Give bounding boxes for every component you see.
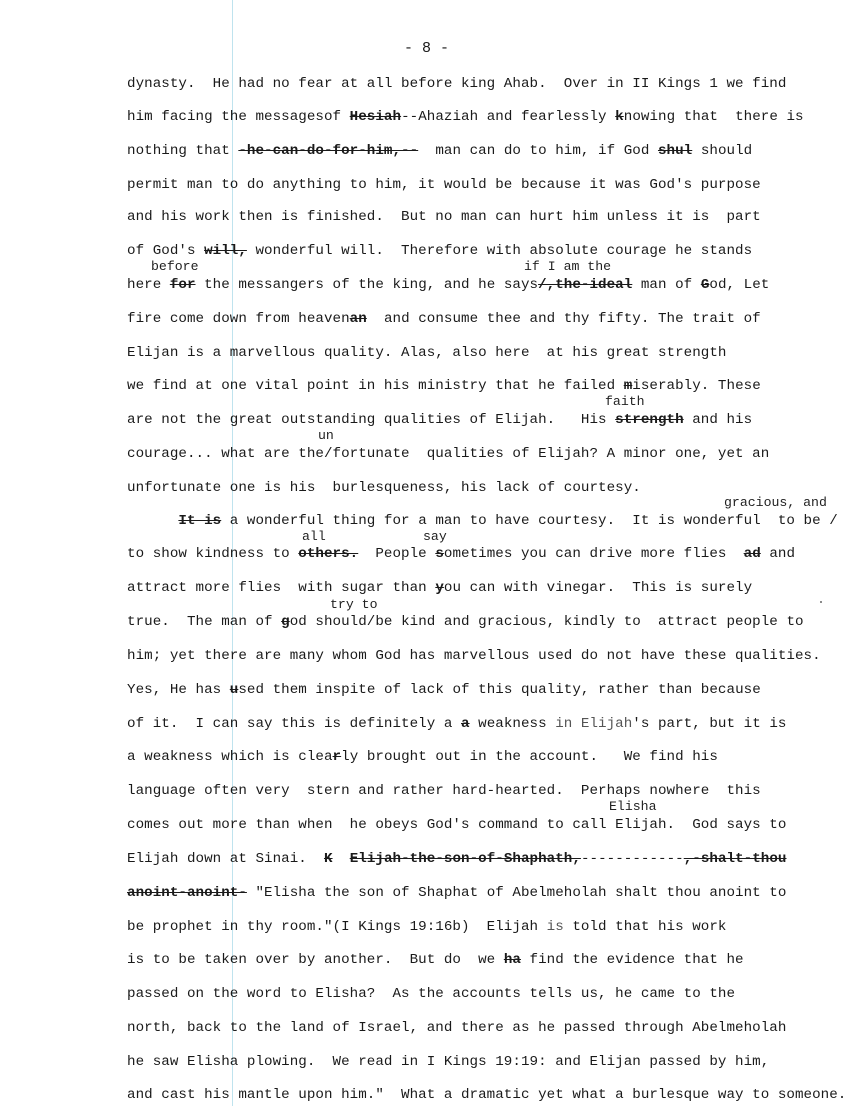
- struck-text: K: [323, 851, 333, 867]
- text-segment: od should/be kind and gracious, kindly to attract people to: [289, 614, 804, 630]
- struck-text: for: [169, 277, 196, 293]
- text-segment: to show kindness to: [127, 546, 299, 562]
- text-line: [127, 378, 761, 394]
- text-segment: be prophet in thy room."(I Kings 19:16b) Elijah: [127, 919, 547, 935]
- struck-text: It is: [178, 513, 222, 529]
- paper-speck: [820, 601, 822, 603]
- struck-text: k: [615, 109, 624, 125]
- text-line: [127, 546, 795, 562]
- struck-text: m: [623, 378, 633, 394]
- text-line: [127, 1020, 786, 1036]
- text-segment: of God's: [127, 243, 205, 259]
- text-segment: of it. I can say this is definitely a: [127, 716, 461, 732]
- text-line: [127, 783, 761, 799]
- struck-text: strength: [615, 412, 684, 428]
- text-segment: permit man to do anything to him, it would be because it was God's purpose: [127, 177, 761, 193]
- text-segment: he saw Elisha plowing. We read in I Kings 19:19: and Elijan passed by him,: [127, 1054, 770, 1070]
- text-line: [127, 76, 786, 92]
- text-segment: are not the great outstanding qualities of Elijah. His: [127, 412, 616, 428]
- text-segment: and his work then is finished. But no man can hurt him unless it is part: [127, 209, 761, 225]
- text-segment: man of: [632, 277, 701, 293]
- text-segment: in Elijah: [555, 716, 633, 732]
- struck-text: u: [229, 682, 239, 698]
- text-line: [127, 345, 726, 361]
- text-segment: --Ahaziah and fearlessly: [401, 109, 616, 125]
- text-line: [127, 277, 769, 293]
- struck-text: s: [435, 546, 444, 562]
- insertion-try-to: try to: [330, 597, 378, 612]
- text-line: [127, 243, 752, 259]
- text-segment: find the evidence that he: [520, 952, 744, 968]
- struck-text: a: [461, 716, 470, 732]
- text-line: [127, 716, 786, 732]
- text-line: [127, 480, 641, 496]
- text-segment: him facing the messagesof: [127, 109, 350, 125]
- text-segment: [127, 513, 178, 529]
- text-segment: Elijan is a marvellous quality. Alas, also here at his great strength: [127, 345, 727, 361]
- text-line: [127, 513, 838, 529]
- text-segment: ly brought out in the account. We find his: [341, 749, 718, 765]
- text-segment: courage... what are the/fortunate qualities of Elijah? A minor one, yet an: [127, 446, 770, 462]
- text-segment: is to be taken over by another. But do we: [127, 952, 504, 968]
- text-segment: People: [358, 546, 436, 562]
- insertion-elisha: Elisha: [609, 799, 657, 814]
- text-line: [127, 209, 761, 225]
- text-segment: 's part, but it is: [632, 716, 787, 732]
- text-segment: ometimes you can drive more flies: [443, 546, 744, 562]
- struck-text: anoint-anoint-: [127, 885, 247, 901]
- insertion-all: all: [302, 529, 326, 544]
- insertion-before: before: [151, 259, 199, 274]
- text-line: [127, 614, 804, 630]
- text-line: [127, 817, 786, 833]
- text-line: [127, 851, 787, 867]
- text-segment: "Elisha the son of Shaphat of Abelmeholah shalt thou anoint to: [246, 885, 787, 901]
- text-segment: language often very stern and rather hard-hearted. Perhaps nowhere this: [127, 783, 761, 799]
- text-segment: here: [127, 277, 170, 293]
- page-number: - 8 -: [404, 40, 450, 57]
- text-segment: iserably. These: [632, 378, 761, 394]
- insertion-faith: faith: [605, 394, 645, 409]
- text-segment: and his: [683, 412, 753, 428]
- text-line: [127, 749, 718, 765]
- struck-text: /,the-ideal: [538, 277, 633, 293]
- struck-text: ha: [503, 952, 521, 968]
- text-segment: nowing that there is: [623, 109, 804, 125]
- text-segment: Elijah down at Sinai.: [127, 851, 324, 867]
- text-segment: passed on the word to Elisha? As the accounts tells us, he came to the: [127, 986, 736, 1002]
- struck-text: ,-shalt-thou: [683, 851, 787, 867]
- struck-text: y: [435, 580, 444, 596]
- text-line: [127, 952, 744, 968]
- struck-text: will,: [204, 243, 247, 259]
- text-segment: ou can with vinegar. This is surely: [443, 580, 753, 596]
- text-segment: unfortunate one is his burlesqueness, his lack of courtesy.: [127, 480, 641, 496]
- text-segment: nothing that: [127, 143, 239, 159]
- text-segment: true. The man of: [127, 614, 282, 630]
- text-line: [127, 986, 735, 1002]
- text-segment: and cast his mantle upon him." What a dramatic yet what a burlesque way to someone.: [127, 1087, 847, 1103]
- text-line: [127, 919, 727, 935]
- text-line: [127, 311, 761, 327]
- insertion-gracious-and: gracious, and: [724, 495, 827, 510]
- text-line: [127, 412, 752, 428]
- struck-text: an: [349, 311, 367, 327]
- text-line: [127, 580, 752, 596]
- text-line: [127, 446, 769, 462]
- text-segment: the messangers of the king, and he says: [195, 277, 539, 293]
- text-segment: fire come down from heaven: [127, 311, 350, 327]
- struck-text: shul: [657, 143, 693, 159]
- text-line: [127, 1054, 769, 1070]
- text-segment: and: [760, 546, 796, 562]
- text-line: [127, 177, 761, 193]
- struck-text: g: [281, 614, 290, 630]
- insertion-un: un: [318, 428, 334, 443]
- text-segment: man can do to him, if God: [418, 143, 658, 159]
- insertion-say: say: [423, 529, 447, 544]
- text-segment: a weakness which is clea: [127, 749, 333, 765]
- text-segment: comes out more than when he obeys God's command to call Elijah. God says to: [127, 817, 787, 833]
- text-segment: Yes, He has: [127, 682, 230, 698]
- struck-text: G: [700, 277, 710, 293]
- text-segment: a wonderful thing for a man to have courtesy. It is wonderful to be /: [221, 513, 838, 529]
- text-line: [127, 682, 761, 698]
- text-segment: should: [692, 143, 753, 159]
- text-segment: od, Let: [709, 277, 770, 293]
- text-line: [127, 109, 804, 125]
- text-segment: is: [546, 919, 564, 935]
- struck-text: -he-can-do-for-him,--: [238, 143, 419, 159]
- text-segment: him; yet there are many whom God has marvellous used do not have these qualities.: [127, 648, 821, 664]
- text-segment: told that his work: [563, 919, 727, 935]
- text-line: [127, 885, 786, 901]
- text-segment: we find at one vital point in his ministry that he failed: [127, 378, 624, 394]
- struck-text: Elijah-the-son-of-Shaphath,: [349, 851, 581, 867]
- text-segment: sed them inspite of lack of this quality, rather than because: [238, 682, 761, 698]
- text-line: [127, 143, 752, 159]
- text-segment: [333, 851, 350, 867]
- text-segment: wonderful will. Therefore with absolute courage he stands: [246, 243, 753, 259]
- text-line: [127, 1087, 846, 1103]
- struck-text: others.: [298, 546, 359, 562]
- text-segment: and consume thee and thy fifty. The trait of: [366, 311, 761, 327]
- text-segment: attract more flies with sugar than: [127, 580, 436, 596]
- text-segment: dynasty. He had no fear at all before king Ahab. Over in II Kings 1 we find: [127, 76, 787, 92]
- text-segment: north, back to the land of Israel, and there as he passed through Abelmeholah: [127, 1020, 787, 1036]
- struck-text: Hesiah: [349, 109, 402, 125]
- text-line: [127, 648, 821, 664]
- struck-text: r: [332, 749, 342, 765]
- insertion-if-i-am-the: if I am the: [524, 259, 612, 274]
- struck-text: ad: [743, 546, 761, 562]
- text-segment: weakness: [469, 716, 556, 732]
- text-segment: ------------: [580, 851, 684, 867]
